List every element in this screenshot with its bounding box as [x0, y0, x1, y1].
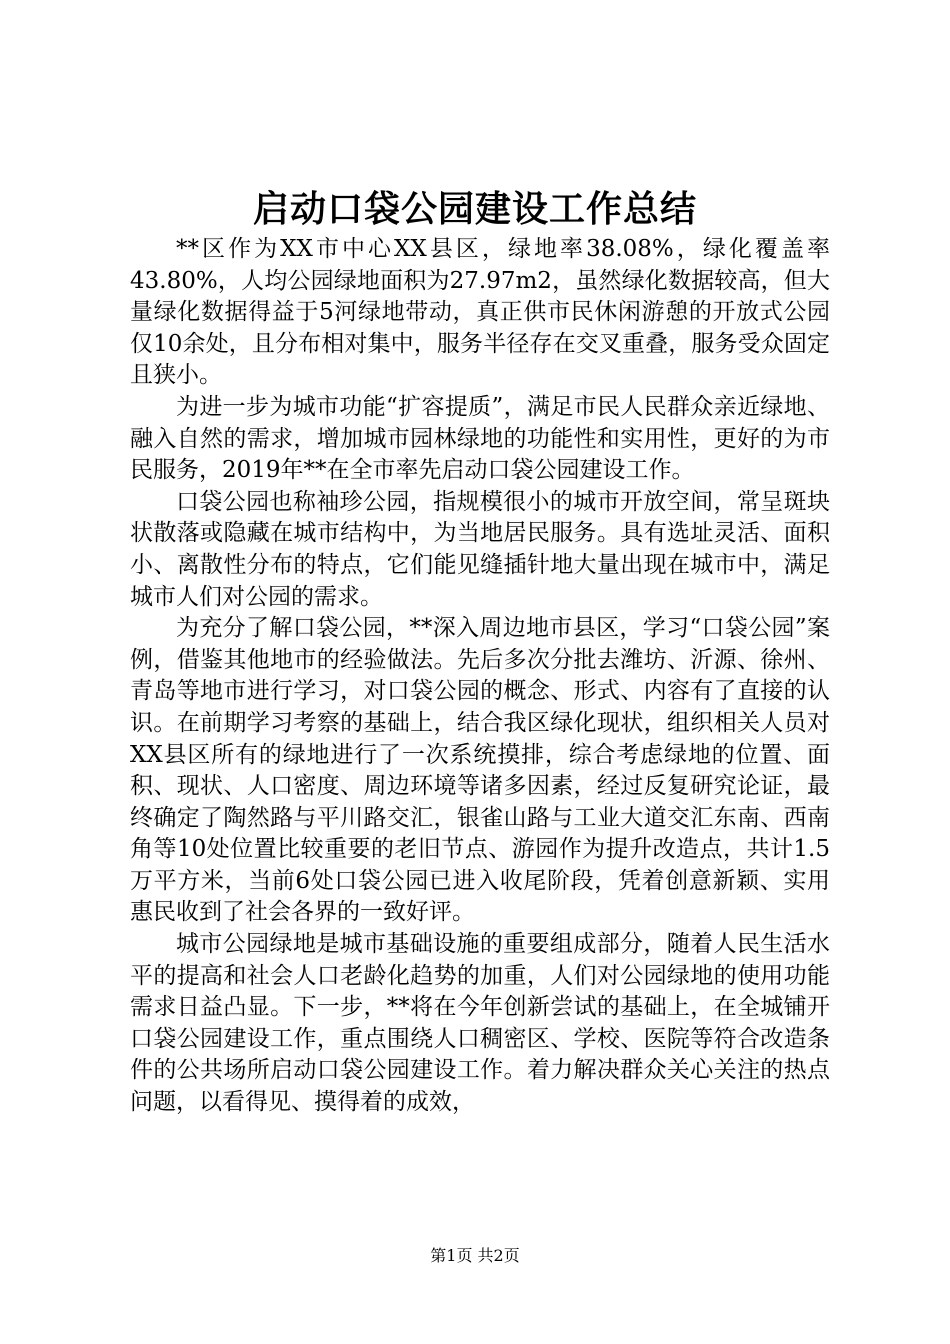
paragraph-4: 为充分了解口袋公园，**深入周边地市县区，学习“口袋公园”案例，借鉴其他地市的经验做法。先后多次分批去潍坊、沂源、徐州、青岛等地市进行学习，对口袋公园的概念、形式、内容有了直接的认识。在前期学习考察的基础上，结合我区绿化现状，组织相关人员对XX县区所有的绿地进行了一次系统摸排，综合考虑绿地的位置、面积、现状、人口密度、周边环境等诸多因素，经过反复研究论证，最终确定了陶然路与平川路交汇，银雀山路与工业大道交汇东南、西南角等10处位置比较重要的老旧节点、游园作为提升改造点，共计1.5万平方米，当前6处口袋公园已进入收尾阶段，凭着创意新颖、实用惠民收到了社会各界的一致好评。 [130, 615, 830, 926]
paragraph-5: 城市公园绿地是城市基础设施的重要组成部分，随着人民生活水平的提高和社会人口老龄化趋势的加重，人们对公园绿地的使用功能需求日益凸显。下一步，**将在今年创新尝试的基础上，在全城铺开口袋公园建设工作，重点围绕人口稠密区、学校、医院等符合改造条件的公共场所启动口袋公园建设工作。着力解决群众关心关注的热点问题，以看得见、摸得着的成效， [130, 931, 830, 1116]
page-number-footer: 第1页 共2页 [430, 1246, 520, 1265]
paragraph-1: **区作为XX市中心XX县区，绿地率38.08%，绿化覆盖率43.80%，人均公园绿地面积为27.97m2，虽然绿化数据较高，但大量绿化数据得益于5河绿地带动，真正供市民休闲游憩的开放式公园仅10余处，且分布相对集中，服务半径存在交叉重叠，服务受众固定且狭小。 [130, 236, 830, 389]
paragraph-3: 口袋公园也称袖珍公园，指规模很小的城市开放空间，常呈斑块状散落或隐藏在城市结构中，为当地居民服务。具有选址灵活、面积小、离散性分布的特点，它们能见缝插针地大量出现在城市中，满足城市人们对公园的需求。 [130, 488, 830, 610]
document-title: 启动口袋公园建设工作总结 [252, 188, 697, 230]
paragraph-2: 为进一步为城市功能“扩容提质”，满足市民人民群众亲近绿地、融入自然的需求，增加城市园林绿地的功能性和实用性，更好的为市民服务，2019年**在全市率先启动口袋公园建设工作。 [130, 393, 830, 484]
document-body [130, 234, 830, 1119]
